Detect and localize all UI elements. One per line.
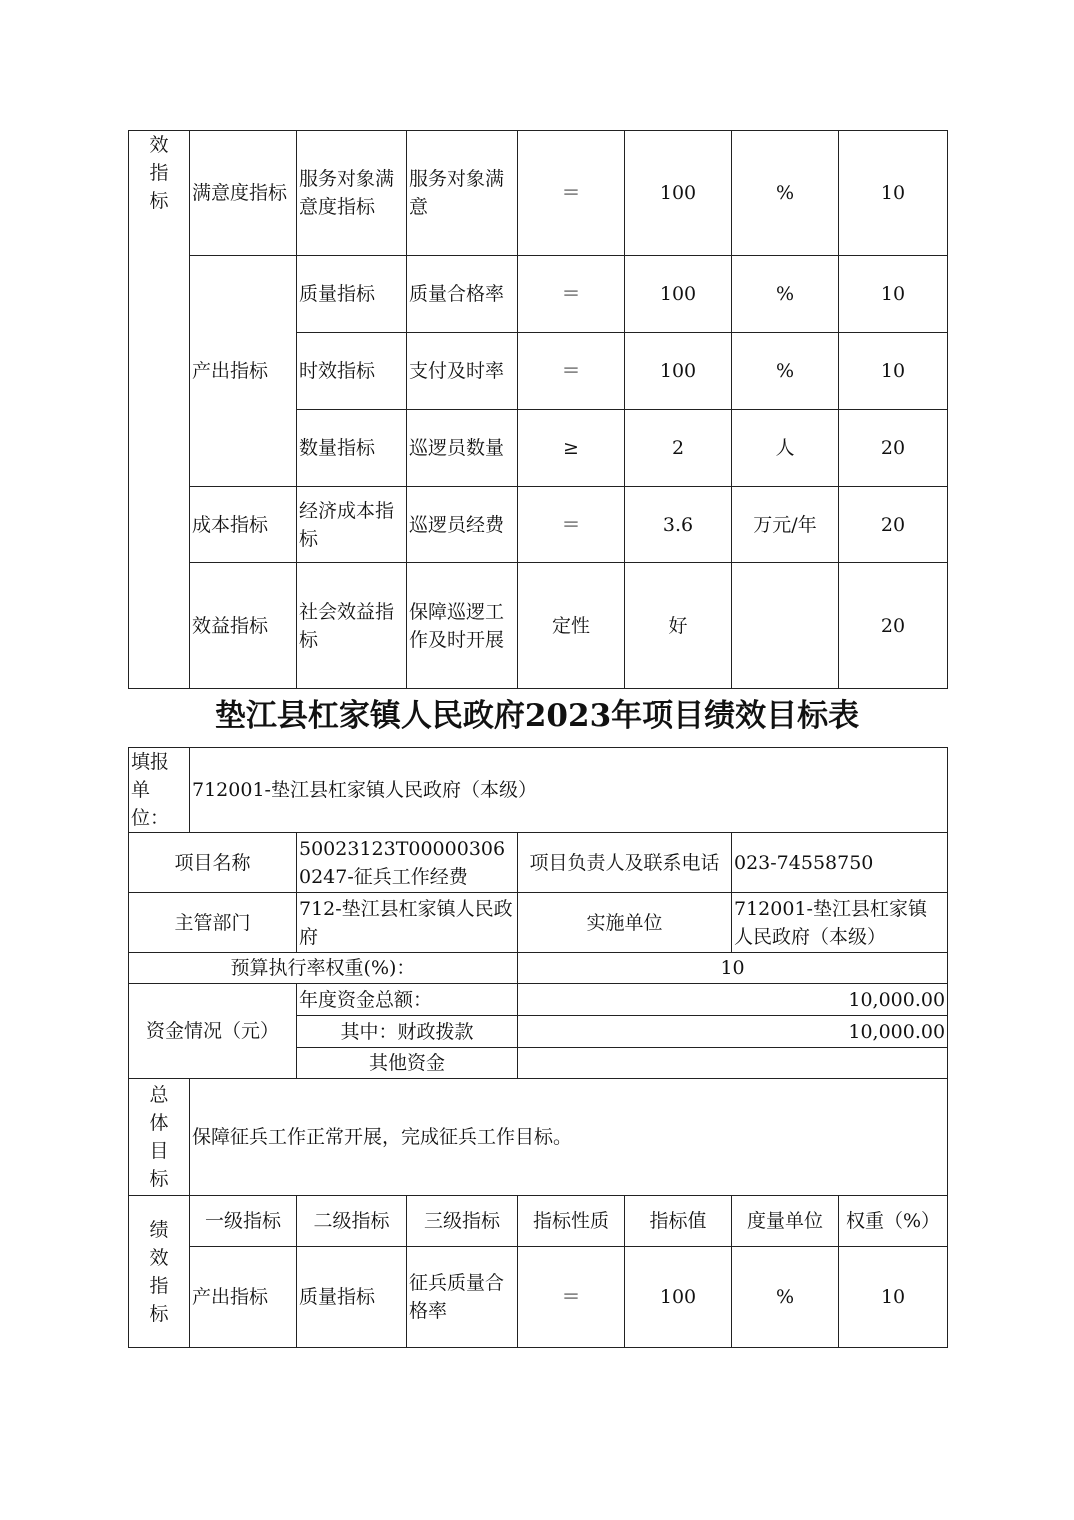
funds-other-label: 其他资金 [297,1048,518,1079]
level3-cell: 征兵质量合格率 [407,1247,518,1348]
project-name-label: 项目名称 [129,833,297,893]
performance-table-continued [128,130,948,689]
level2-cell: 质量指标 [297,256,407,333]
level1-cell: 产出指标 [190,256,297,487]
reporting-unit-value: 712001-垫江县杠家镇人民政府（本级） [190,748,948,833]
funds-label: 资金情况（元） [129,984,297,1079]
weight-cell: 20 [839,563,948,689]
value-cell: 3.6 [625,487,732,563]
weight-cell: 20 [839,487,948,563]
unit-cell: % [732,131,839,256]
table-row [129,563,948,689]
unit-cell: 万元/年 [732,487,839,563]
level3-cell: 支付及时率 [407,333,518,410]
table-header-row [129,1196,948,1247]
budget-weight-value: 10 [518,953,948,984]
table-row [129,256,948,333]
table-row [129,893,948,953]
funds-other-value [518,1048,948,1079]
project-performance-table [128,747,948,1348]
level2-cell: 服务对象满意度指标 [297,131,407,256]
level1-cell: 产出指标 [190,1247,297,1348]
table-row [129,953,948,984]
table-row [129,984,948,1016]
contact-label: 项目负责人及联系电话 [518,833,732,893]
nature-cell: ≥ [518,410,625,487]
table-row [129,131,948,256]
contact-value: 023-74558750 [732,833,948,893]
value-cell: 100 [625,333,732,410]
value-cell: 2 [625,410,732,487]
level2-cell: 经济成本指标 [297,487,407,563]
impl-label: 实施单位 [518,893,732,953]
budget-weight-label: 预算执行率权重(%)： [129,953,518,984]
level3-cell: 保障巡逻工作及时开展 [407,563,518,689]
weight-cell: 10 [839,256,948,333]
funds-total-label: 年度资金总额： [297,984,518,1016]
level2-cell: 数量指标 [297,410,407,487]
level3-cell: 巡逻员数量 [407,410,518,487]
header-level3: 三级指标 [407,1196,518,1247]
unit-cell: % [732,333,839,410]
level3-cell: 质量合格率 [407,256,518,333]
goal-text: 保障征兵工作正常开展，完成征兵工作目标。 [190,1079,948,1196]
table-row [129,1247,948,1348]
funds-fiscal-value: 10,000.00 [518,1016,948,1048]
nature-cell: ＝ [518,333,625,410]
nature-cell: ＝ [518,1247,625,1348]
unit-cell: % [732,1247,839,1348]
weight-cell: 20 [839,410,948,487]
weight-cell: 10 [839,131,948,256]
weight-cell: 10 [839,1247,948,1348]
nature-cell: 定性 [518,563,625,689]
funds-total-value: 10,000.00 [518,984,948,1016]
level1-cell: 效益指标 [190,563,297,689]
reporting-unit-label: 填报单位： [129,748,190,833]
goal-label: 总 体 目 标 [129,1079,190,1196]
value-cell: 好 [625,563,732,689]
project-name-value: 50023123T000003060247-征兵工作经费 [297,833,518,893]
table-row [129,833,948,893]
level1-cell: 满意度指标 [190,131,297,256]
unit-cell [732,563,839,689]
nature-cell: ＝ [518,131,625,256]
nature-cell: ＝ [518,487,625,563]
unit-cell: 人 [732,410,839,487]
value-cell: 100 [625,1247,732,1348]
unit-cell: % [732,256,839,333]
value-cell: 100 [625,131,732,256]
dept-label: 主管部门 [129,893,297,953]
weight-cell: 10 [839,333,948,410]
value-cell: 100 [625,256,732,333]
header-value: 指标值 [625,1196,732,1247]
table-row [129,487,948,563]
table-row [129,1079,948,1196]
impl-value: 712001-垫江县杠家镇人民政府（本级） [732,893,948,953]
level3-cell: 服务对象满意 [407,131,518,256]
nature-cell: ＝ [518,256,625,333]
side-label: 效 指 标 [129,131,190,689]
level2-cell: 社会效益指标 [297,563,407,689]
table-row [129,748,948,833]
perf-label: 绩 效 指 标 [129,1196,190,1348]
level3-cell: 巡逻员经费 [407,487,518,563]
funds-fiscal-label: 其中：财政拨款 [297,1016,518,1048]
header-level2: 二级指标 [297,1196,407,1247]
level1-cell: 成本指标 [190,487,297,563]
dept-value: 712-垫江县杠家镇人民政府 [297,893,518,953]
level2-cell: 时效指标 [297,333,407,410]
header-unit: 度量单位 [732,1196,839,1247]
header-level1: 一级指标 [190,1196,297,1247]
level2-cell: 质量指标 [297,1247,407,1348]
header-nature: 指标性质 [518,1196,625,1247]
page-title: 垫江县杠家镇人民政府2023年项目绩效目标表 [214,698,860,734]
header-weight: 权重（%） [839,1196,948,1247]
